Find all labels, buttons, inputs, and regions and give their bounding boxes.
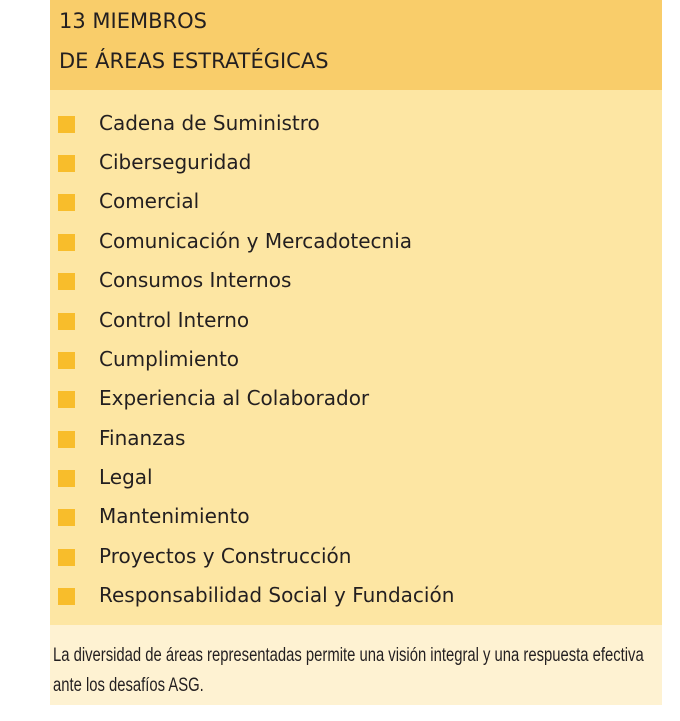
list-item: [50, 186, 662, 216]
list-item-label: Control Interno: [99, 308, 250, 332]
square-bullet-icon: [58, 431, 75, 448]
header-title-line-1: 13 MIEMBROS: [59, 9, 207, 33]
list-item-label: Finanzas: [99, 426, 186, 450]
list-item-label: Cadena de Suministro: [99, 111, 320, 135]
list-item: [50, 462, 662, 492]
list-item: [50, 108, 662, 138]
list-item-label: Comunicación y Mercadotecnia: [99, 229, 413, 253]
list-item: [50, 226, 662, 256]
list-item: [50, 147, 662, 177]
square-bullet-icon: [58, 194, 75, 211]
square-bullet-icon: [58, 549, 75, 566]
card-footer: [50, 625, 662, 705]
areas-list: [50, 90, 662, 625]
list-item: [50, 580, 662, 610]
list-item-label: Cumplimiento: [99, 347, 240, 371]
strategic-areas-card: [50, 0, 662, 705]
list-item-label: Consumos Internos: [99, 268, 292, 292]
square-bullet-icon: [58, 313, 75, 330]
list-item-label: Ciberseguridad: [99, 150, 252, 174]
square-bullet-icon: [58, 155, 75, 172]
list-item: [50, 383, 662, 413]
list-item: [50, 541, 662, 571]
list-item-label: Comercial: [99, 189, 200, 213]
square-bullet-icon: [58, 234, 75, 251]
square-bullet-icon: [58, 116, 75, 133]
list-item-label: Legal: [99, 465, 153, 489]
list-item-label: Responsabilidad Social y Fundación: [99, 583, 455, 607]
list-item: [50, 344, 662, 374]
list-item: [50, 265, 662, 295]
square-bullet-icon: [58, 391, 75, 408]
list-item-label: Experiencia al Colaborador: [99, 386, 370, 410]
square-bullet-icon: [58, 470, 75, 487]
list-item-label: Mantenimiento: [99, 504, 250, 528]
square-bullet-icon: [58, 509, 75, 526]
square-bullet-icon: [58, 588, 75, 605]
card-header: [50, 0, 662, 90]
square-bullet-icon: [58, 273, 75, 290]
list-item-label: Proyectos y Construcción: [99, 544, 352, 568]
list-item: [50, 423, 662, 453]
list-item: [50, 305, 662, 335]
footer-note: La diversidad de áreas representadas permite una visión integral y una respuesta efectiva ante los desafíos ASG.: [53, 645, 644, 696]
square-bullet-icon: [58, 352, 75, 369]
list-item: [50, 501, 662, 531]
header-title-line-2: DE ÁREAS ESTRATÉGICAS: [59, 49, 329, 73]
